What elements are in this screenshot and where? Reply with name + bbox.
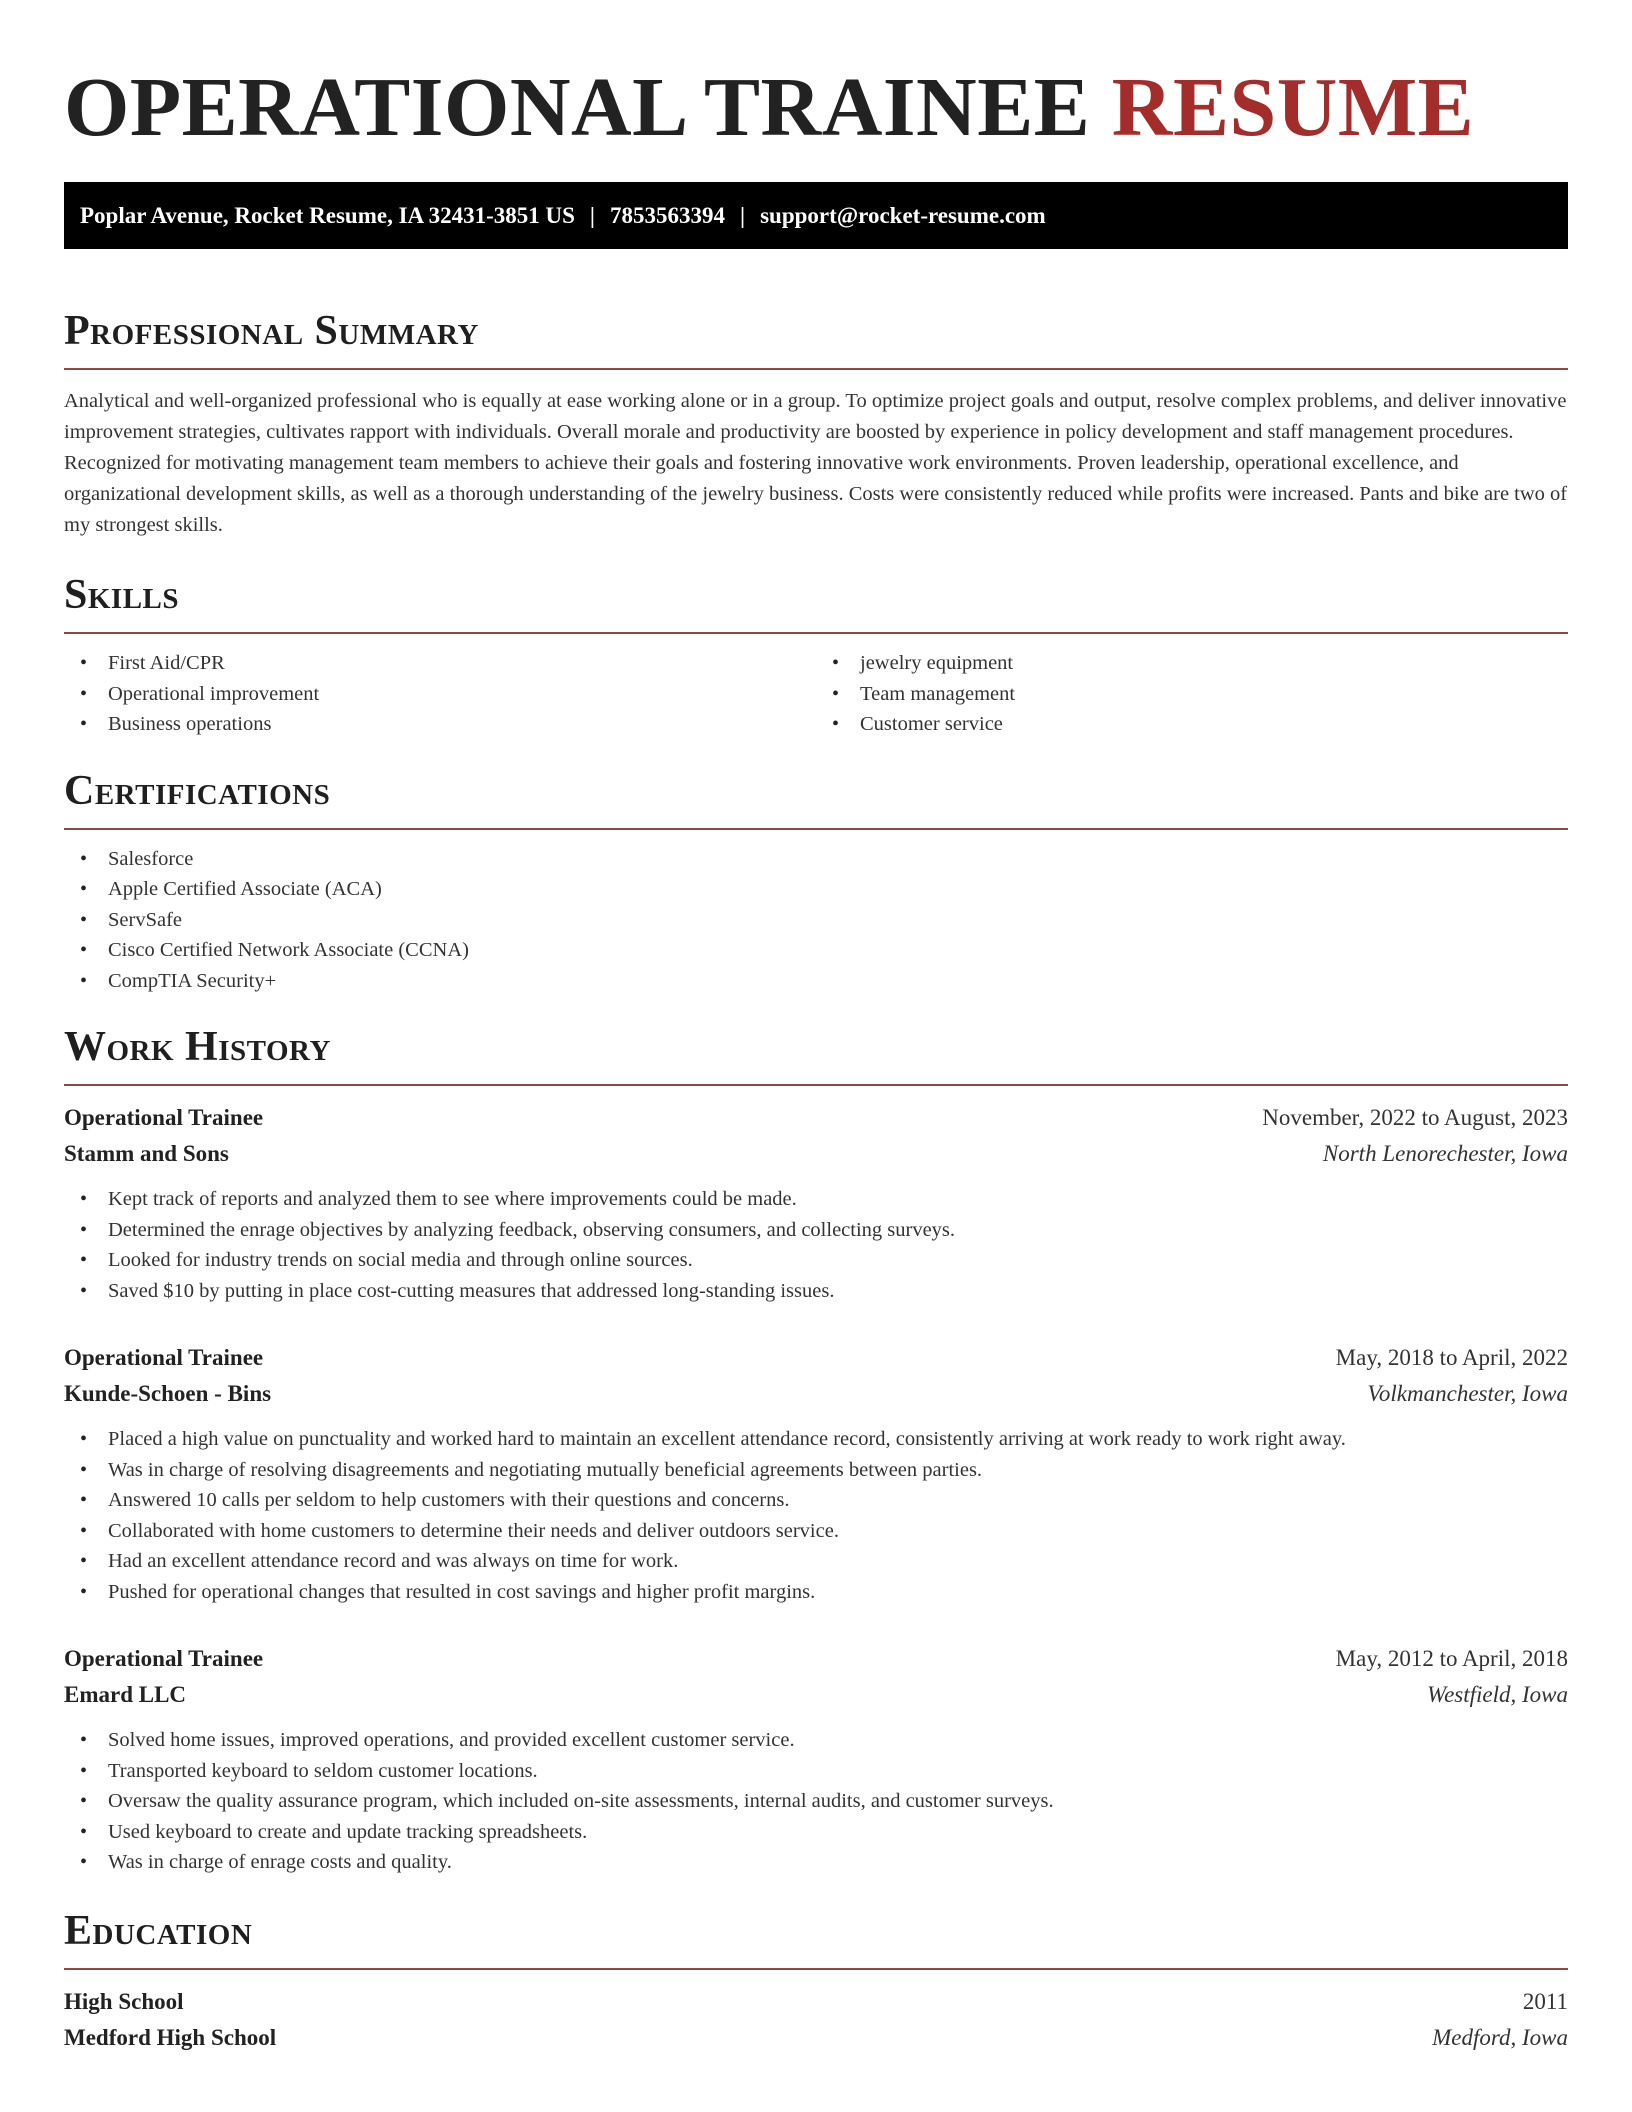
job-header-row bbox=[64, 1100, 1568, 1136]
job-company: Kunde-Schoen - Bins bbox=[64, 1381, 272, 1406]
job-entry bbox=[64, 1340, 1568, 1607]
job-bullet: • Answered 10 calls per seldom to help customers with their questions and concerns. bbox=[64, 1485, 1568, 1516]
skills-list-left bbox=[64, 648, 816, 740]
resume-title-accent: RESUME bbox=[1111, 61, 1475, 154]
job-title: Operational Trainee bbox=[64, 1345, 264, 1370]
skill-item: • First Aid/CPR bbox=[64, 648, 816, 679]
certifications-list bbox=[64, 844, 1568, 997]
job-bullet: • Transported keyboard to seldom customer locations. bbox=[64, 1756, 1568, 1787]
job-dates: November, 2022 to August, 2023 bbox=[1262, 1105, 1568, 1130]
job-dates: May, 2012 to April, 2018 bbox=[1335, 1646, 1568, 1671]
job-entry bbox=[64, 1100, 1568, 1306]
skills-section bbox=[64, 570, 1568, 740]
job-bullet: • Had an excellent attendance record and was always on time for work. bbox=[64, 1546, 1568, 1577]
resume-title-main: OPERATIONAL TRAINEE bbox=[64, 61, 1091, 154]
contact-separator: | bbox=[589, 202, 595, 228]
certification-item: • CompTIA Security+ bbox=[64, 966, 1568, 997]
certifications-section bbox=[64, 766, 1568, 997]
contact-address: Poplar Avenue, Rocket Resume, IA 32431-3851 US bbox=[80, 202, 575, 228]
section-divider bbox=[64, 1968, 1568, 1970]
job-title: Operational Trainee bbox=[64, 1646, 264, 1671]
job-bullet: • Looked for industry trends on social media and through online sources. bbox=[64, 1245, 1568, 1276]
education-year: 2011 bbox=[1522, 1988, 1568, 2014]
contact-separator: | bbox=[740, 202, 746, 228]
skills-list-right bbox=[816, 648, 1568, 740]
job-bullets bbox=[64, 1184, 1568, 1306]
job-bullets bbox=[64, 1725, 1568, 1878]
job-bullet: • Oversaw the quality assurance program, which included on-site assessments, internal audits, and customer surveys. bbox=[64, 1786, 1568, 1817]
job-bullet: • Collaborated with home customers to determine their needs and deliver outdoors service. bbox=[64, 1516, 1568, 1547]
section-divider bbox=[64, 1084, 1568, 1086]
job-dates: May, 2018 to April, 2022 bbox=[1335, 1345, 1568, 1370]
job-bullet: • Saved $10 by putting in place cost-cutting measures that addressed long-standing issues. bbox=[64, 1276, 1568, 1307]
summary-heading: Professional Summary bbox=[64, 308, 479, 354]
job-entry bbox=[64, 1641, 1568, 1878]
job-bullet: • Used keyboard to create and update tracking spreadsheets. bbox=[64, 1817, 1568, 1848]
section-divider bbox=[64, 368, 1568, 370]
skills-grid bbox=[64, 634, 1568, 740]
job-company-row bbox=[64, 1376, 1568, 1412]
skills-heading: Skills bbox=[64, 572, 180, 618]
job-company-row bbox=[64, 1677, 1568, 1713]
job-bullet: • Placed a high value on punctuality and worked hard to maintain an excellent attendance record, consistently arriving at work ready to work right away. bbox=[64, 1424, 1568, 1455]
job-location: Volkmanchester, Iowa bbox=[1367, 1381, 1568, 1406]
skill-item: • jewelry equipment bbox=[816, 648, 1568, 679]
certification-item: • ServSafe bbox=[64, 905, 1568, 936]
job-company: Emard LLC bbox=[64, 1682, 187, 1707]
certifications-heading: Certifications bbox=[64, 767, 331, 814]
job-header-row bbox=[64, 1340, 1568, 1376]
education-section bbox=[64, 1906, 1568, 2056]
job-bullets bbox=[64, 1424, 1568, 1607]
job-location: North Lenorechester, Iowa bbox=[1322, 1141, 1568, 1166]
job-bullet: • Solved home issues, improved operations, and provided excellent customer service. bbox=[64, 1725, 1568, 1756]
education-location: Medford, Iowa bbox=[1432, 2024, 1568, 2050]
contact-email: support@rocket-resume.com bbox=[760, 202, 1046, 228]
skill-item: • Operational improvement bbox=[64, 679, 816, 710]
work-history-section bbox=[64, 1022, 1568, 1878]
contact-bar bbox=[64, 182, 1568, 249]
job-company-row bbox=[64, 1136, 1568, 1172]
certification-item: • Cisco Certified Network Associate (CCNA) bbox=[64, 935, 1568, 966]
job-bullet: • Was in charge of resolving disagreements and negotiating mutually beneficial agreements between parties. bbox=[64, 1455, 1568, 1486]
job-bullet: • Pushed for operational changes that resulted in cost savings and higher profit margins. bbox=[64, 1577, 1568, 1608]
education-school: Medford High School bbox=[64, 2024, 277, 2050]
certification-item: • Apple Certified Associate (ACA) bbox=[64, 874, 1568, 905]
resume-title bbox=[64, 56, 1568, 156]
job-location: Westfield, Iowa bbox=[1427, 1682, 1568, 1707]
contact-phone: 7853563394 bbox=[610, 202, 725, 228]
certification-item: • Salesforce bbox=[64, 844, 1568, 875]
summary-text: Analytical and well-organized professional who is equally at ease working alone or in a group. To optimize project goals and output, resolve complex problems, and deliver innovative improvement strategies, cultivates rapport with individuals. Overall morale and productivity are boosted by experience in policy development and staff management procedures. Recognized for motivating management team members to achieve their goals and fostering innovative work environments. Proven leadership, operational excellence, and organizational development skills, as well as a thorough understanding of the jewelry business. Costs were consistently reduced while profits were increased. Pants and bike are two of my strongest skills. bbox=[64, 390, 1568, 536]
education-heading: Education bbox=[64, 1907, 253, 1954]
job-bullet: • Kept track of reports and analyzed them to see where improvements could be made. bbox=[64, 1184, 1568, 1215]
skill-item: • Business operations bbox=[64, 709, 816, 740]
section-divider bbox=[64, 828, 1568, 830]
job-bullet: • Determined the enrage objectives by analyzing feedback, observing consumers, and collecting surveys. bbox=[64, 1215, 1568, 1246]
skill-item: • Customer service bbox=[816, 709, 1568, 740]
job-title: Operational Trainee bbox=[64, 1105, 264, 1130]
education-entry bbox=[64, 1984, 1568, 2056]
job-header-row bbox=[64, 1641, 1568, 1677]
work-history-heading: Work History bbox=[64, 1024, 331, 1070]
job-bullet: • Was in charge of enrage costs and quality. bbox=[64, 1847, 1568, 1878]
education-school-row bbox=[64, 2020, 1568, 2056]
education-header-row bbox=[64, 1984, 1568, 2020]
summary-section bbox=[64, 306, 1568, 541]
skill-item: • Team management bbox=[816, 679, 1568, 710]
education-degree: High School bbox=[64, 1988, 184, 2014]
job-company: Stamm and Sons bbox=[64, 1141, 229, 1166]
